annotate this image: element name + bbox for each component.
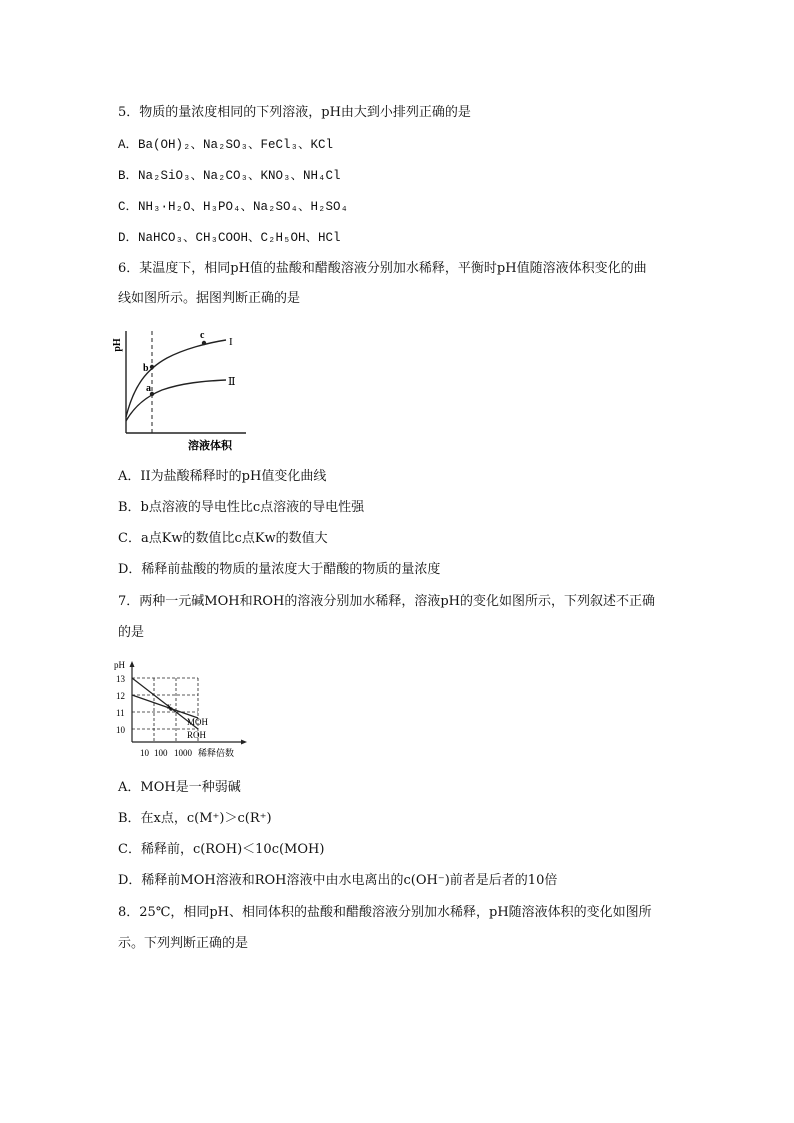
q7-figure <box>112 658 252 764</box>
q8-stem-line1: 8．25℃，相同pH、相同体积的盐酸和醋酸溶液分别加水稀释，pH随溶液体积的变化如图所 <box>118 905 652 920</box>
q5-stem: 5．物质的量浓度相同的下列溶液，pH由大到小排列正确的是 <box>118 105 471 120</box>
q7-y-tick-11: 11 <box>116 708 125 718</box>
q6-y-label: pH <box>112 338 123 352</box>
q6-point-b <box>150 365 154 369</box>
q6-figure <box>112 325 252 453</box>
q5-option-d: D．NaHCO₃、CH₃COOH、C₂H₅OH、HCl <box>118 231 341 245</box>
q7-x-tick-1000: 1000 <box>174 748 192 758</box>
q7-series-ROH-label: ROH <box>187 730 207 740</box>
q6-stem-line2: 线如图所示。据图判断正确的是 <box>118 291 301 306</box>
q7-series-MOH-label: MOH <box>187 717 209 727</box>
q7-x-label: 稀释倍数 <box>198 748 235 758</box>
q7-y-label: pH <box>114 660 125 670</box>
q7-y-tick-12: 12 <box>116 691 125 701</box>
q6-option-b: B．b点溶液的导电性比c点溶液的导电性强 <box>118 500 365 515</box>
q7-option-b: B．在x点，c(M⁺)＞c(R⁺) <box>118 811 272 826</box>
q7-x-tick-100: 100 <box>154 748 168 758</box>
q7-y-tick-13: 13 <box>116 674 125 684</box>
q7-option-c: C．稀释前，c(ROH)＜10c(MOH) <box>118 842 325 857</box>
q8-stem-line2: 示。下列判断正确的是 <box>118 936 249 951</box>
q6-point-c <box>202 341 206 345</box>
q7-stem-line2: 的是 <box>118 625 145 640</box>
q6-curve-II-label: Ⅱ <box>228 376 236 388</box>
q7-point-x-label: x <box>167 701 172 711</box>
q6-point-b-label: b <box>143 363 149 374</box>
q7-y-tick-10: 10 <box>116 725 125 735</box>
q5-option-c: C．NH₃·H₂O、H₃PO₄、Na₂SO₄、H₂SO₄ <box>118 200 349 214</box>
q6-option-c: C．a点Kw的数值比c点Kw的数值大 <box>118 531 328 546</box>
q6-stem-line1: 6．某温度下，相同pH值的盐酸和醋酸溶液分别加水稀释，平衡时pH值随溶液体积变化的曲 <box>118 261 647 276</box>
q6-curve-II <box>126 380 226 421</box>
q7-stem-line1: 7．两种一元碱MOH和ROH的溶液分别加水稀释，溶液pH的变化如图所示，下列叙述不正确 <box>118 594 656 609</box>
q7-series-MOH <box>132 695 198 718</box>
q5-option-a: A．Ba(OH)₂、Na₂SO₃、FeCl₃、KCl <box>118 138 334 152</box>
q5-option-b: B．Na₂SiO₃、Na₂CO₃、KNO₃、NH₄Cl <box>118 169 341 183</box>
q6-point-c-label: c <box>200 330 205 341</box>
q7-x-tick-10: 10 <box>140 748 149 758</box>
q6-curve-I-label: I <box>229 336 233 348</box>
q7-option-d: D．稀释前MOH溶液和ROH溶液中由水电离出的c(OH⁻)前者是后者的10倍 <box>118 873 558 888</box>
q6-option-d: D．稀释前盐酸的物质的量浓度大于醋酸的物质的量浓度 <box>118 562 441 577</box>
q6-x-label: 溶液体积 <box>188 440 232 452</box>
q7-option-a: A．MOH是一种弱碱 <box>118 780 241 795</box>
q6-curve-I <box>126 340 226 417</box>
q6-option-a: A．II为盐酸稀释时的pH值变化曲线 <box>118 469 327 484</box>
q6-point-a-label: a <box>146 383 151 394</box>
